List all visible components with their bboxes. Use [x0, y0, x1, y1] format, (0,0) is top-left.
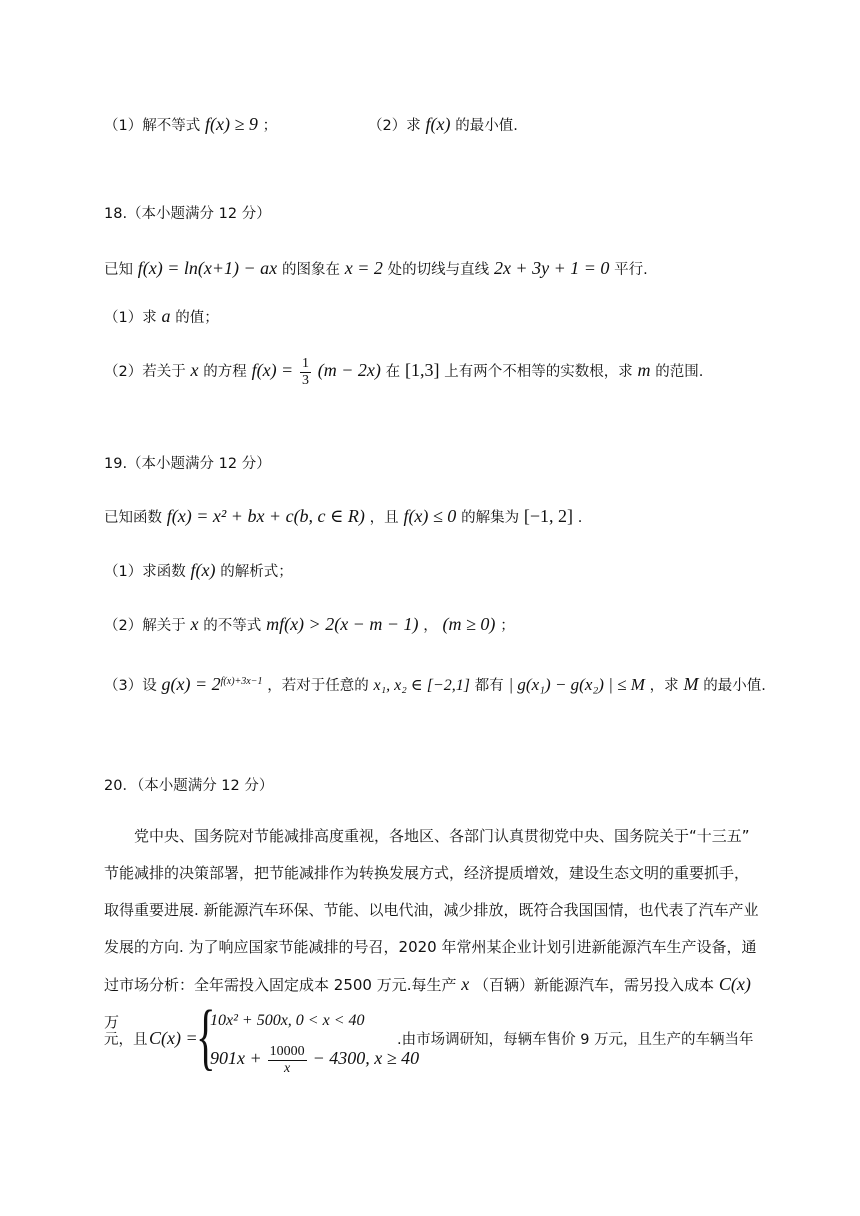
piecewise-fraction: $\frac{10000}{x}$ [269, 1044, 305, 1076]
p20-continuation: .由市场调研知，每辆车售价 9 万元，且生产的车辆当年 [397, 1032, 754, 1048]
p18-stem: 已知 f(x) = ln(x+1) − ax 的图象在 x = 2 处的切线与直线 2x + 3y + 1 = 0 平行. [104, 258, 648, 278]
p18-header: 18.（本小题满分 12 分） [104, 206, 271, 222]
p17-q1-expr: f(x) ≥ 9 [205, 114, 258, 134]
p19-q2: （2）解关于 x 的不等式 mf(x) > 2(x − m − 1) ， (m ≥ 0) ； [104, 614, 515, 634]
p18-q2: （2）若关于 x 的方程 f(x) = $\frac{1}{3}$ (m − 2x) 在 [1,3] 上有两个不相等的实数根，求 m 的范围. [104, 355, 704, 388]
p17-q1-label: （1）解不等式 [104, 118, 201, 134]
p17-q2: （2）求 f(x) 的最小值. [368, 114, 518, 134]
piecewise-case-1: 10x² + 500x, 0 < x < 40 [210, 1012, 365, 1029]
piecewise-case-2: 901x + $\frac{10000}{x}$ − 4300, x ≥ 40 [210, 1044, 420, 1076]
p20-cost-label: 元，且 [104, 1032, 148, 1048]
p20-header: 20．（本小题满分 12 分） [104, 778, 274, 794]
p18-q1: （1）求 a 的值； [104, 306, 219, 326]
p20-paragraph: 党中央、国务院对节能减排高度重视，各地区、各部门认真贯彻党中央、国务院关于“十三五” 节能减排的决策部署，把节能减排作为转换发展方式，经济提质增效，建设生态文明的重要抓手， 取得重要进展. 新能源汽车环保、节能、以电代油，减少排放，既符合我国国情，也代表了汽车产业 发展的方向. 为了响应国家节能减排的号召，2020 年常州某企业计划引进新能源汽车生产设备，通 过市场分析：全年需投入固定成本 2500 万元.每生产 x （百辆）新能源汽车，需另投入成本 C(x) 万 [104, 827, 759, 1031]
p17-q2-expr: f(x) [425, 114, 451, 134]
p17-q2-label: （2）求 [368, 118, 421, 134]
p19-q1: （1）求函数 f(x) 的解析式； [104, 560, 293, 580]
p18-function: f(x) = ln(x+1) − ax [137, 258, 278, 278]
p18-fraction: $\frac{1}{3}$ [301, 355, 309, 388]
p19-stem: 已知函数 f(x) = x² + bx + c(b, c ∈ R) ，且 f(x) ≤ 0 的解集为 [−1, 2] . [104, 506, 583, 526]
p19-q3: （3）设 $g(x) = 2^{f(x)+3x-1}$ ，若对于任意的 x₁, x₂ ∈ [−2,1] 都有 | g(x₁) − g(x₂) | ≤ M ，求 M 的最小值. [104, 674, 766, 694]
p17-q1: （1）解不等式 f(x) ≥ 9 ； [104, 114, 278, 134]
piecewise-brace: { [196, 996, 216, 1078]
p19-header: 19.（本小题满分 12 分） [104, 456, 271, 472]
p19-function: f(x) = x² + bx + c(b, c ∈ R) [166, 506, 365, 526]
p20-cost-function: C(x) = [149, 1028, 198, 1048]
